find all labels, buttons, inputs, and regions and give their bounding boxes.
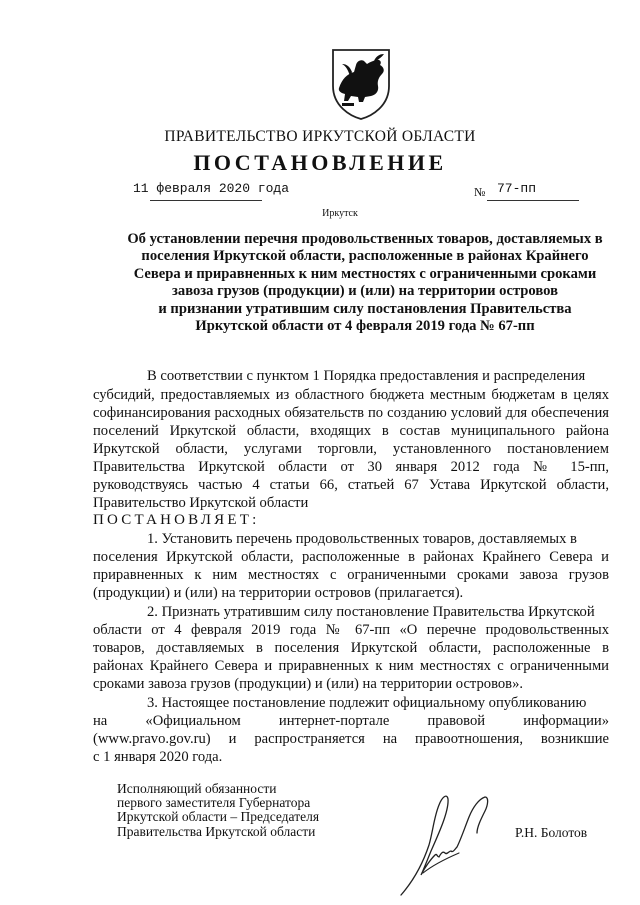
item-2-line: товаров, доставляемых в поселения Иркутской области, расположенные в xyxy=(93,640,609,656)
item-2-line: сроками завоза грузов (продукции) и (или) на территории островов». xyxy=(93,676,524,692)
item-1-line: 1. Установить перечень продовольственных товаров, доставляемых в xyxy=(147,531,577,547)
document-number: 77-пп xyxy=(497,181,537,196)
item-2-line: области от 4 февраля 2019 года № 67-пп «О перечне продовольственных xyxy=(93,622,609,638)
item-3-line: с 1 января 2020 года. xyxy=(93,749,223,765)
item-3-line: (www.pravo.gov.ru) и распространяется на правоотношения, возникшие xyxy=(93,731,609,747)
document-date: 11 февраля 2020 года xyxy=(133,181,290,196)
item-3-line: на «Официальном интернет-портале правовой информации» xyxy=(93,713,609,729)
preamble-line: поселений Иркутской области, входящих в состав муниципального района xyxy=(93,423,609,439)
coat-of-arms-icon xyxy=(330,48,392,120)
government-name: ПРАВИТЕЛЬСТВО ИРКУТСКОЙ ОБЛАСТИ xyxy=(164,128,476,145)
item-1-line: приравненных к ним местностях с ограниченными сроками завоза грузов xyxy=(93,567,609,583)
preamble-line: субсидий, предоставляемых из областного бюджета местным бюджетам в целях xyxy=(93,387,609,403)
preamble-line: В соответствии с пунктом 1 Порядка предоставления и распределения xyxy=(147,368,586,384)
item-1-line: поселения Иркутской области, расположенные в районах Крайнего Севера и xyxy=(93,549,609,565)
item-2-line: районах Крайнего Севера и приравненных к ним местностях с ограниченными xyxy=(93,658,609,674)
preamble-line: Правительство Иркутской области xyxy=(93,495,309,511)
handwritten-signature xyxy=(393,787,498,899)
document-type: ПОСТАНОВЛЕНИЕ xyxy=(193,150,447,175)
preamble-line: Правительства Иркутской области от 30 января 2012 года № 15-пп, xyxy=(93,459,609,475)
preamble-line: руководствуясь частью 4 статьи 66, статьей 67 Устава Иркутской области, xyxy=(93,477,609,493)
preamble-line: Иркутской области, услугами торговли, установленного постановлением xyxy=(93,441,609,457)
item-1-line: (продукции) и (или) на территории островов (прилагается). xyxy=(93,585,464,601)
document-title: Об установлении перечня продовольственных товаров, доставляемых в поселения Иркутской области, расположенные в районах Крайнего Севера и приравненных к ним местностях с ограниченными сроками завоза грузов (продукции) и (или) на территории островов и признании утратившим силу постановления Правительства Иркутской области от 4 февраля 2019 года № 67-пп xyxy=(127,231,603,335)
date-underline xyxy=(150,200,262,201)
item-2-line: 2. Признать утратившим силу постановление Правительства Иркутской xyxy=(147,604,595,620)
decree-word: ПОСТАНОВЛЯЕТ: xyxy=(93,512,260,528)
preamble-line: софинансирования расходных обязательств по созданию условий для обеспечения xyxy=(93,405,609,421)
signatory-name: Р.Н. Болотов xyxy=(515,825,588,840)
number-underline xyxy=(487,200,579,201)
signatory-position: Исполняющий обязанности первого заместителя Губернатора Иркутской области – Председателя Правительства Иркутской области xyxy=(117,781,320,839)
number-sign: № xyxy=(474,185,486,199)
item-3-line: 3. Настоящее постановление подлежит официальному опубликованию xyxy=(147,695,587,711)
city-name: Иркутск xyxy=(322,208,358,219)
